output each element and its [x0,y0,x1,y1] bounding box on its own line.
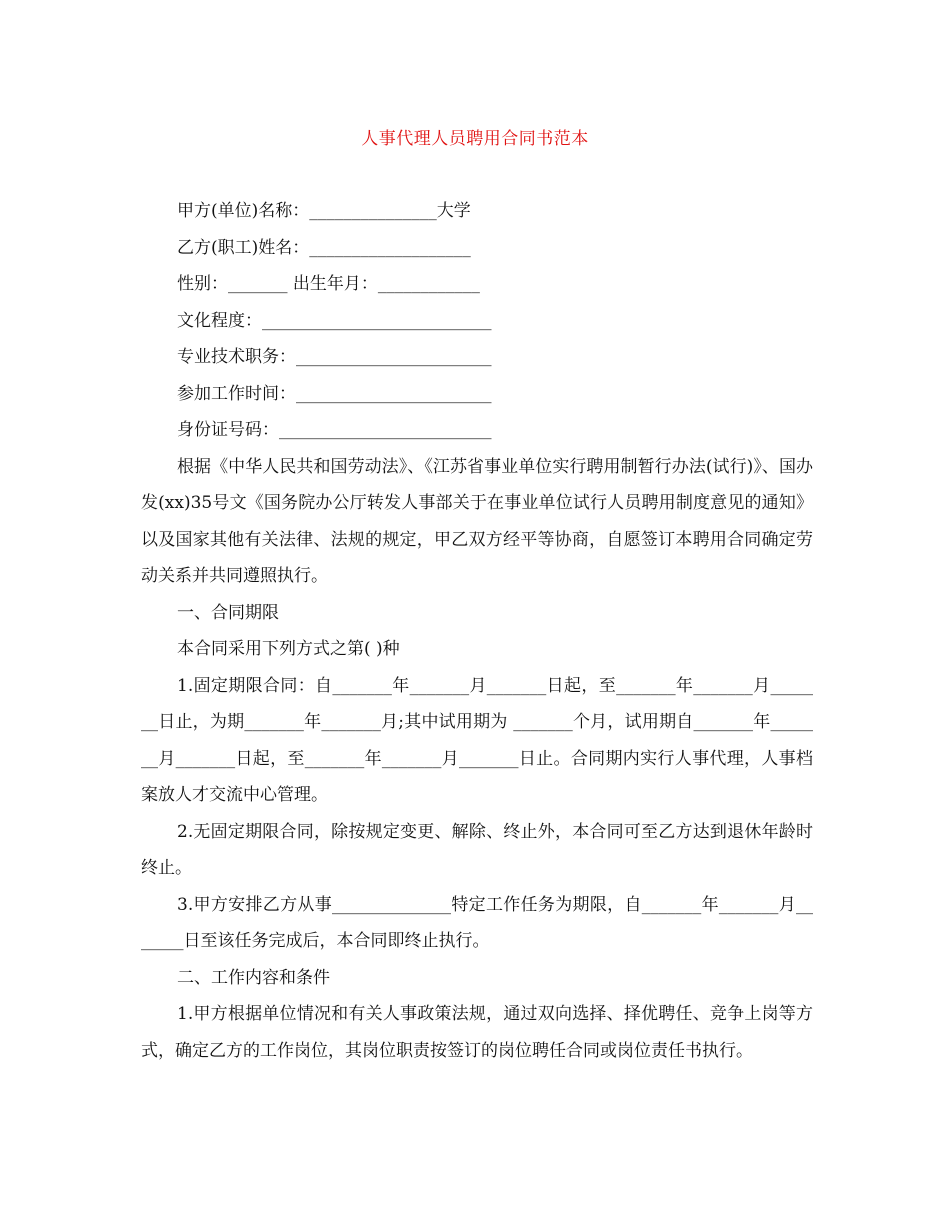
section-heading-work-content: 二、工作内容和条件 [177,967,330,988]
contract-type-choice: 本合同采用下列方式之第( )种 [177,639,400,659]
document-title: 人事代理人员聘用合同书范本 [361,129,589,149]
field-professional-title: 专业技术职务：_______________________ [177,347,492,367]
field-id-number: 身份证号码：_________________________ [177,420,492,440]
clause-open-ended: 2.无固定期限合同，除按规定变更、解除、终止外，本合同可至乙方达到退休年龄时终止。 [141,821,813,878]
field-employee-name: 乙方(职工)姓名：___________________ [177,237,471,258]
section-heading-contract-term: 一、合同期限 [177,602,279,623]
clause-task-based: 3.甲方安排乙方从事______________特定工作任务为期限，自_______年_______月_______日至该任务完成后，本合同即终止执行。 [141,894,813,951]
document-body [141,193,813,1069]
field-education: 文化程度：___________________________ [177,310,492,331]
field-work-start-date: 参加工作时间：_______________________ [177,383,492,404]
clause-fixed-term: 1.固定期限合同：自_______年_______月_______日起，至_______年_______月_______日止，为期_______年_______月;其中试用期为 _______个月，试用期自_______年_______月_______日起，至_______年_______月_______日止。合同期内实行人事代理，人事档案放人才交流中心管理。 [141,675,813,805]
field-employer-name: 甲方(单位)名称：_______________大学 [177,201,471,221]
field-gender-birth: 性别：_______ 出生年月：____________ [177,274,480,294]
intro-paragraph: 根据《中华人民共和国劳动法》、《江苏省事业单位实行聘用制暂行办法(试行)》、国办发(xx)35号文《国务院办公厅转发人事部关于在事业单位试行人员聘用制度意见的通知》以及国家其他有关法律、法规的规定，甲乙双方经平等协商，自愿签订本聘用合同确定劳动关系并共同遵照执行。 [141,456,813,586]
clause-job-assignment: 1.甲方根据单位情况和有关人事政策法规，通过双向选择、择优聘任、竞争上岗等方式，确定乙方的工作岗位，其岗位职责按签订的岗位聘任合同或岗位责任书执行。 [141,1004,813,1061]
